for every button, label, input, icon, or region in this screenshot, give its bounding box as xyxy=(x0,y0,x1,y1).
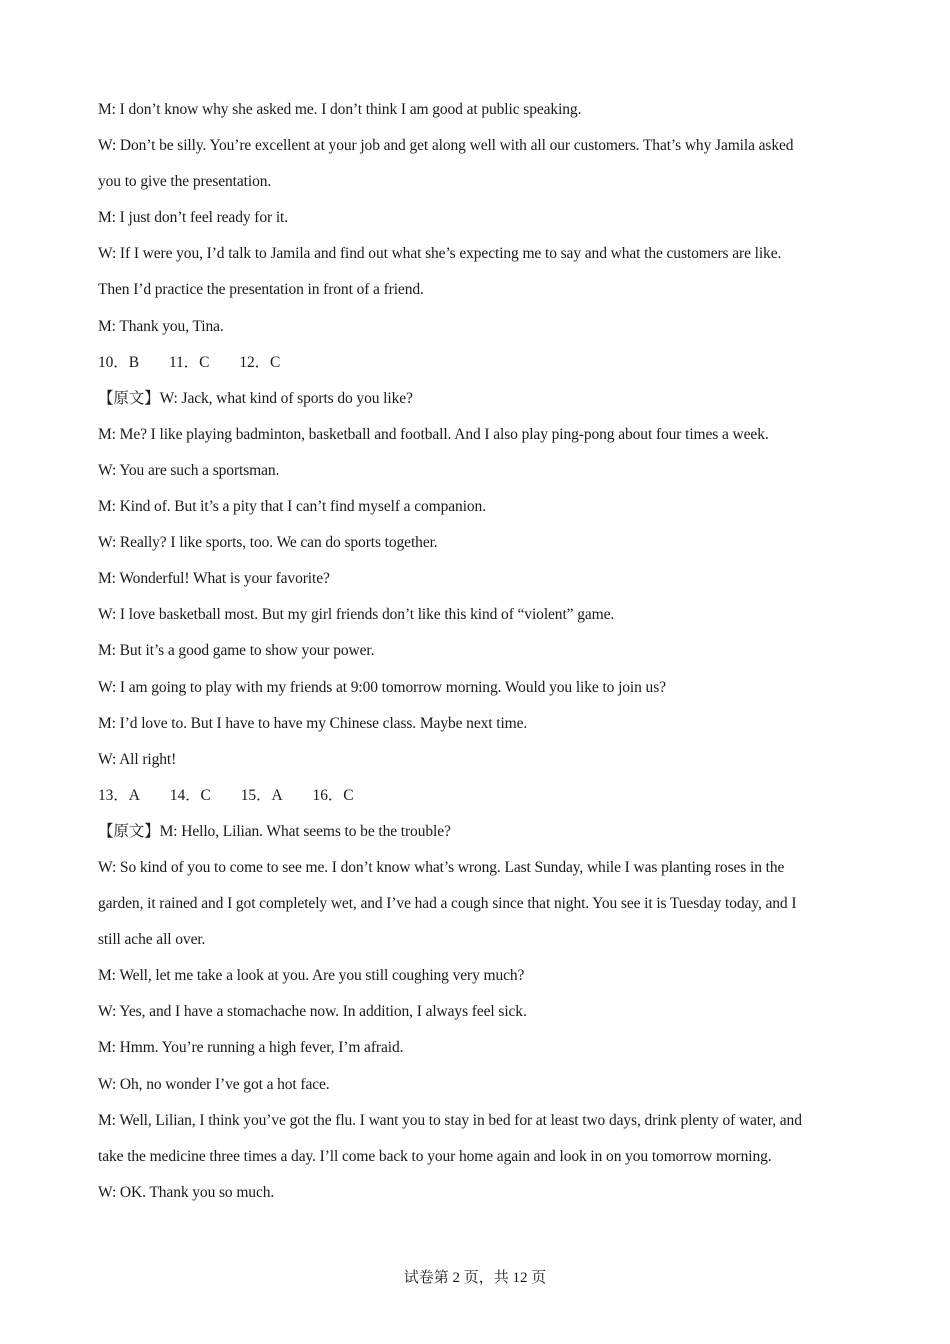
transcript-line: garden, it rained and I got completely wet, and I’ve had a cough since that night. You see it is Tuesday today, and I xyxy=(98,895,797,913)
transcript-line: W: Oh, no wonder I’ve got a hot face. xyxy=(98,1075,330,1093)
transcript-line: M: I just don’t feel ready for it. xyxy=(98,209,289,227)
transcript-line: W: All right! xyxy=(98,750,177,768)
transcript-line: M: Well, let me take a look at you. Are you still coughing very much? xyxy=(98,967,525,985)
page-footer: 试卷第 2 页，共 12 页 xyxy=(403,1270,547,1286)
answer-item: 12．C xyxy=(239,353,281,371)
transcript-line: W: You are such a sportsman. xyxy=(98,461,280,479)
transcript-line: M: Hmm. You’re running a high fever, I’m afraid. xyxy=(98,1039,404,1057)
transcript-line: still ache all over. xyxy=(98,931,206,949)
transcript-line: W: If I were you, I’d talk to Jamila and find out what she’s expecting me to say and what the customers are like. xyxy=(98,245,782,263)
transcript-line: M: Thank you, Tina. xyxy=(98,317,224,335)
transcript-line: take the medicine three times a day. I’ll come back to your home again and look in on you tomorrow morning. xyxy=(98,1147,772,1165)
answer-item: 15．A xyxy=(240,786,283,804)
answer-key-line xyxy=(98,783,858,819)
transcript-line: W: So kind of you to come to see me. I don’t know what’s wrong. Last Sunday, while I was planting roses in the xyxy=(98,858,785,876)
answer-key-line xyxy=(98,350,858,386)
transcript-line: M: Wonderful! What is your favorite? xyxy=(98,570,330,588)
transcript-line: W: I love basketball most. But my girl friends don’t like this kind of “violent” game. xyxy=(98,606,615,624)
transcript-line: 【原文】M: Hello, Lilian. What seems to be the trouble? xyxy=(98,822,451,840)
transcript-line: W: I am going to play with my friends at 9:00 tomorrow morning. Would you like to join us? xyxy=(98,678,666,696)
transcript-line: M: I’d love to. But I have to have my Chinese class. Maybe next time. xyxy=(98,714,528,732)
transcript-line: M: Well, Lilian, I think you’ve got the flu. I want you to stay in bed for at least two days, drink plenty of water, and xyxy=(98,1111,802,1129)
transcript-line: W: Really? I like sports, too. We can do sports together. xyxy=(98,534,438,552)
transcript-line: W: Don’t be silly. You’re excellent at your job and get along well with all our customers. That’s why Jamila asked xyxy=(98,137,794,155)
transcript-line: W: OK. Thank you so much. xyxy=(98,1183,275,1201)
transcript-line: M: I don’t know why she asked me. I don’t think I am good at public speaking. xyxy=(98,101,582,118)
transcript-line: 【原文】W: Jack, what kind of sports do you like? xyxy=(98,389,413,407)
transcript-line: you to give the presentation. xyxy=(98,173,272,191)
transcript-line: Then I’d practice the presentation in front of a friend. xyxy=(98,281,424,299)
transcript-line: W: Yes, and I have a stomachache now. In addition, I always feel sick. xyxy=(98,1003,527,1021)
transcript-line: M: Kind of. But it’s a pity that I can’t find myself a companion. xyxy=(98,498,486,516)
answer-item: 14．C xyxy=(169,786,211,804)
transcript-line: M: Me? I like playing badminton, basketball and football. And I also play ping-pong about four times a week. xyxy=(98,425,769,443)
answer-item: 16．C xyxy=(312,786,354,804)
transcript-body xyxy=(98,97,858,1216)
answer-item: 10．B xyxy=(98,353,139,371)
answer-item: 11．C xyxy=(168,353,210,371)
transcript-line: M: But it’s a good game to show your power. xyxy=(98,642,375,660)
answer-item: 13．A xyxy=(98,786,140,804)
